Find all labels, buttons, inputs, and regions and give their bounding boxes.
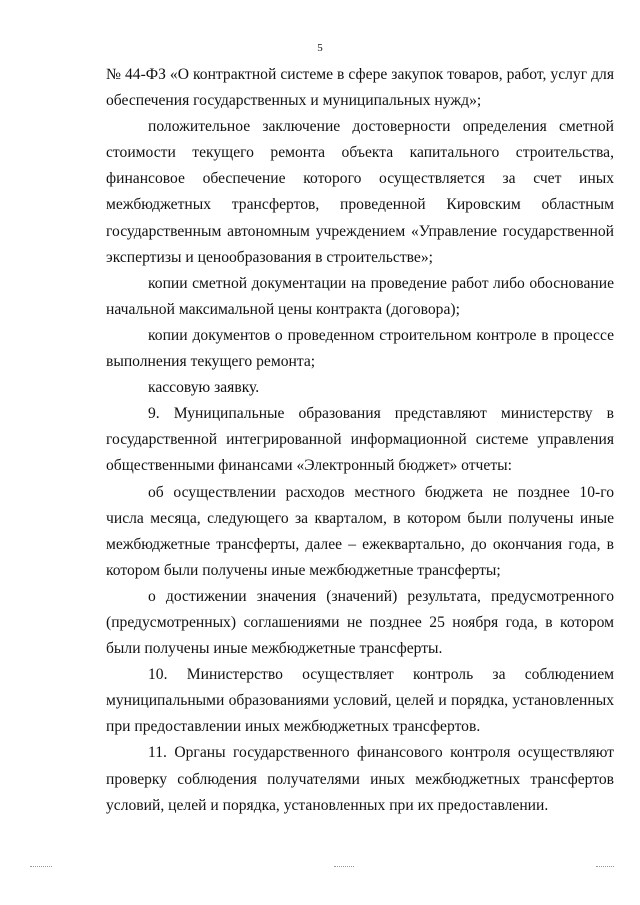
paragraph-result-report: о достижении значения (значений) результата, предусмотренного (предусмотренных) соглашениями не позднее 25 ноября года, в котором были получены иные межбюджетные трансферты. bbox=[106, 587, 614, 658]
paragraph-estimate-documents: копии сметной документации на проведение работ либо обоснование начальной максимальной цены контракта (договора); bbox=[106, 274, 614, 318]
page-number: 5 bbox=[317, 42, 323, 54]
scan-artifact-center bbox=[334, 866, 354, 868]
paragraph-expense-report: об осуществлении расходов местного бюджета не позднее 10-го числа месяца, следующего за кварталом, в котором были получены иные межбюджетные трансферты, далее – ежеквартально, до окончания года, в котором были получены иные межбюджетные трансферты; bbox=[106, 483, 614, 579]
paragraph-construction-control: копии документов о проведенном строительном контроле в процессе выполнения текущего ремонта; bbox=[106, 326, 614, 371]
paragraph-clause-10: 10. Министерство осуществляет контроль за соблюдением муниципальными образованиями условий, целей и порядка, установленных при предоставлении иных межбюджетных трансфертов. bbox=[106, 666, 614, 736]
paragraph-clause-9: 9. Муниципальные образования представляют министерству в государственной интегрированной информационной системе управления общественными финансами «Электронный бюджет» отчеты: bbox=[106, 405, 614, 475]
paragraph-clause-11: 11. Органы государственного финансового контроля осуществляют проверку соблюдения получателями иных межбюджетных трансфертов условий, целей и порядка, установленных при их предоставлении. bbox=[106, 744, 614, 814]
document-body bbox=[106, 62, 614, 819]
scan-artifact-left bbox=[30, 866, 52, 868]
paragraph-expertise-conclusion: положительное заключение достоверности определения сметной стоимости текущего ремонта объекта капитального строительства, финансовое обеспечение которого осуществляется за счет иных межбюджетных трансфертов, проведенной Кировским областным государственным автономным учреждением «Управление государственной экспертизы и ценообразования в строительстве»; bbox=[106, 118, 614, 266]
paragraph-cash-request: кассовую заявку. bbox=[148, 379, 260, 397]
paragraph-law-reference: № 44-ФЗ «О контрактной системе в сфере закупок товаров, работ, услуг для обеспечения государственных и муниципальных нужд»; bbox=[106, 66, 614, 110]
scan-artifact-right bbox=[596, 866, 614, 868]
